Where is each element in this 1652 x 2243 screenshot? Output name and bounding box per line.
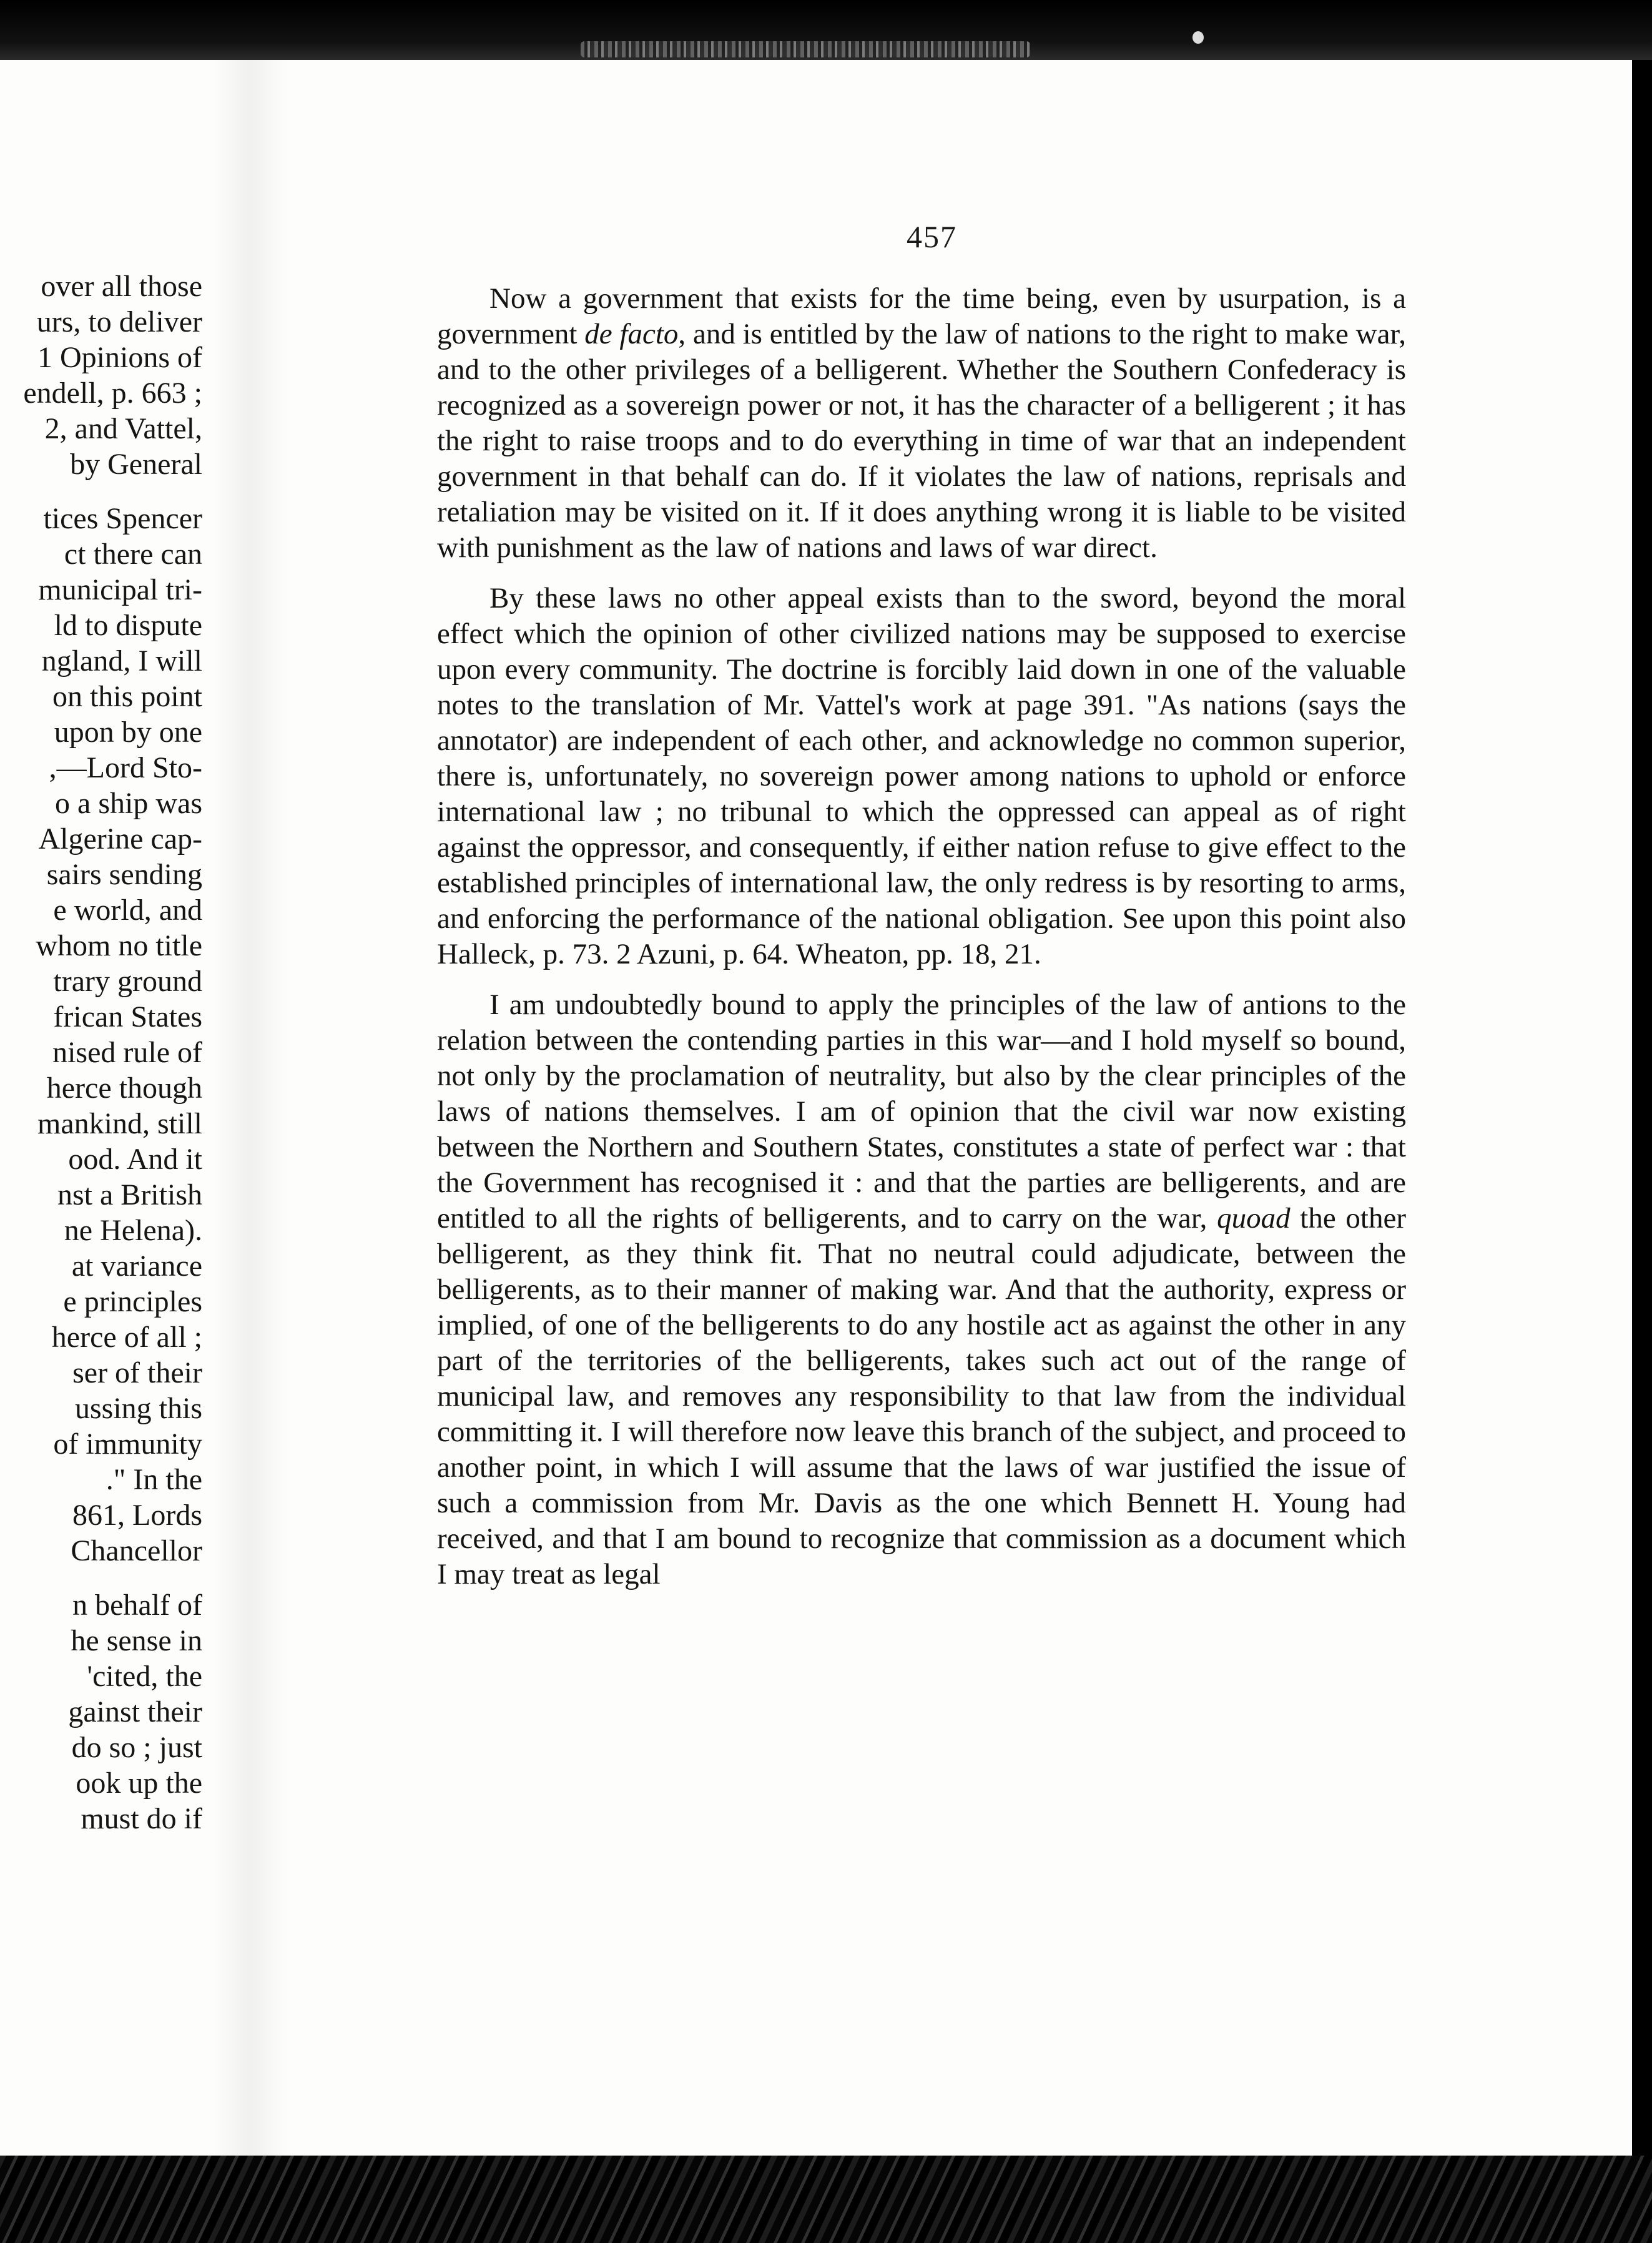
fragment-line: ussing this <box>74 1392 202 1425</box>
fragment-line: must do if <box>81 1802 202 1835</box>
fragment-line: on this point <box>52 680 202 713</box>
fragment-line: upon by one <box>54 716 202 749</box>
fragment-line: over all those <box>41 270 202 303</box>
fragment-line: trary ground <box>53 965 202 998</box>
fragment-line: o a ship was <box>55 787 202 820</box>
fragment-line: 1 Opinions of <box>37 341 202 374</box>
fragment-line: endell, p. 663 ; <box>23 377 202 410</box>
fragment-line: tices Spencer <box>43 502 202 535</box>
scan-right-border <box>1632 60 1652 2156</box>
fragment-line: 861, Lords <box>72 1499 202 1532</box>
fragment-line: by General <box>70 448 202 481</box>
fragment-line: e principles <box>63 1285 202 1318</box>
fragment-line: urs, to deliver <box>36 305 202 338</box>
fragment-line: n behalf of <box>72 1589 202 1622</box>
scan-bottom-border <box>0 2156 1652 2243</box>
fragment-line: of immunity <box>53 1427 202 1461</box>
fragment-line: 'cited, the <box>87 1660 202 1693</box>
fragment-line: municipal tri- <box>38 573 202 606</box>
fragment-line: nst a British <box>57 1178 202 1211</box>
paragraph: I am undoubtedly bound to apply the principles of the law of antions to the relation between the contending parties in this war—and I hold myself so bound, not only by the proclamation of neutrality, but also by the clear principles of the laws of nations themselves. I am of opinion that the civil war now existing between the Northern and Southern States, constitutes a state of perfect war : that the Government has recognised it : and that the parties are belligerents, and are entitled to all the rights of belligerents, and to carry on the war, quoad the other belligerent, as they think fit. That no neutral could adjudicate, between the belligerents, as to their manner of making war. And that the authority, express or implied, of one of the belligerents to do any hostile act as against the other in any part of the territories of the belligerents, takes such act out of the range of municipal law, and removes any responsibility to that law from the individual committing it. I will therefore now leave this branch of the subject, and proceed to another point, in which I will assume that the laws of war justified the issue of such a commission from Mr. Davis as the one which Bennett H. Young had received, and that I am bound to recognize that commission as a document which I may treat as legal <box>437 988 1406 1590</box>
fragment-line: ser of their <box>72 1356 202 1389</box>
fragment-line: herce though <box>46 1072 202 1105</box>
fragment-line: he sense in <box>71 1624 202 1657</box>
gutter-shadow <box>212 60 287 2156</box>
scan-artifact <box>1192 31 1204 44</box>
fragment-line: at variance <box>71 1250 202 1283</box>
fragment-line: ." In the <box>106 1463 202 1496</box>
fragment-line: herce of all ; <box>51 1321 202 1354</box>
fragment-line: sairs sending <box>46 858 202 891</box>
fragment-line: ne Helena). <box>64 1214 202 1247</box>
fragment-line: gainst their <box>68 1695 202 1728</box>
fragment-line: 2, and Vattel, <box>44 412 202 445</box>
scan-top-border <box>0 0 1652 60</box>
fragment-line: ct there can <box>64 538 202 571</box>
fragment-line: ook up the <box>76 1767 202 1800</box>
paragraph: By these laws no other appeal exists than to the sword, beyond the moral effect which the opinion of other civilized nations may be supposed to exercise upon every community. The doctrine is forcibly laid down in one of the valuable notes to the translation of Mr. Vattel's work at page 391. "As nations (says the annotator) are independent of each other, and acknowledge no common superior, there is, unfortunately, no sovereign power among nations to uphold or enforce international law ; no tribunal to which the oppressed can appeal as of right against the oppressor, and consequently, if either nation refuse to give effect to the established principles of international law, the only redress is by resorting to arms, and enforcing the performance of the national obligation. See upon this point also Halleck, p. 73. 2 Azuni, p. 64. Wheaton, pp. 18, 21. <box>437 582 1406 970</box>
fragment-line: Chancellor <box>71 1534 202 1567</box>
paragraph: Now a government that exists for the time being, even by usurpation, is a government de facto, and is entitled by the law of nations to the right to make war, and to the other privileges of a belligerent. Whether the Southern Confederacy is recognized as a sovereign power or not, it has the character of a belligerent ; it has the right to raise troops and to do everything in time of war that an independent government in that behalf can do. If it violates the law of nations, reprisals and retaliation may be visited on it. If it does anything wrong it is liable to be visited with punishment as the law of nations and laws of war direct. <box>437 282 1406 564</box>
fragment-line: ,—Lord Sto- <box>49 751 202 784</box>
fragment-line: ngland, I will <box>41 644 202 678</box>
fragment-line: e world, and <box>53 894 202 927</box>
fragment-line: do so ; just <box>71 1731 202 1764</box>
fragment-line: Algerine cap- <box>38 822 202 855</box>
scan-artifact <box>581 41 1030 57</box>
fragment-line: ld to dispute <box>54 609 202 642</box>
fragment-line: frican States <box>53 1000 202 1033</box>
body-text <box>437 281 1406 1607</box>
fragment-line: whom no title <box>36 929 202 962</box>
fragment-line: nised rule of <box>52 1036 202 1069</box>
fragment-line: mankind, still <box>37 1107 202 1140</box>
fragment-line: ood. And it <box>68 1143 202 1176</box>
page-number: 457 <box>907 219 957 254</box>
previous-page-fragment <box>0 269 205 1835</box>
